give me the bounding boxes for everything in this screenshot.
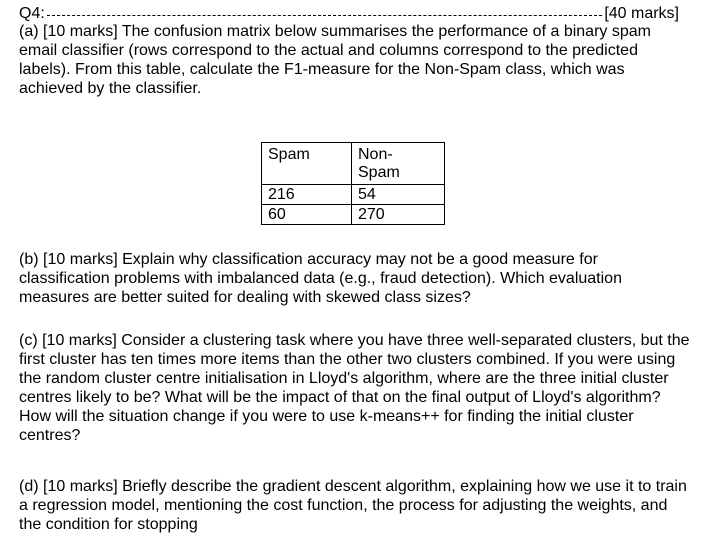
part-b-text: (b) [10 marks] Explain why classification accuracy may not be a good measure for classification problems with imbalanced data (e.g., fraud detection). Which evaluation measures are better suited for dealing with skewed class sizes?	[19, 251, 622, 306]
dashed-separator	[47, 15, 603, 16]
table-cell: 270	[352, 205, 445, 225]
table-cell: 60	[262, 205, 352, 225]
part-d-text: (d) [10 marks] Briefly describe the gradient descent algorithm, explaining how we use it to train a regression model, mentioning the cost function, the process for adjusting the weights, and the condition for stopping	[19, 478, 687, 533]
table-cell: 216	[262, 185, 352, 205]
question-marks: [40 marks]	[604, 5, 679, 22]
question-header	[19, 4, 679, 24]
question-number: Q4:	[19, 5, 45, 22]
table-row	[262, 185, 445, 205]
header-spam: Spam	[262, 143, 352, 185]
table-header-row	[262, 143, 445, 185]
header-non-spam: Non- Spam	[352, 143, 445, 185]
table-row	[262, 205, 445, 225]
confusion-matrix-table	[261, 142, 445, 225]
part-c-text: (c) [10 marks] Consider a clustering task where you have three well-separated clusters, but the first cluster has ten times more items than the other two clusters combined. If you were using the random cluster centre initialisation in Lloyd's algorithm, where are the three initial cluster centres likely to be? What will be the impact of that on the final output of Lloyd's algorithm? How will the situation change if you were to use k-means++ for finding the initial cluster centres?	[19, 332, 690, 444]
part-a-text: (a) [10 marks] The confusion matrix below summarises the performance of a binary spam email classifier (rows correspond to the actual and columns correspond to the predicted labels). From this table, calculate the F1-measure for the Non-Spam class, which was achieved by the classifier.	[19, 23, 651, 97]
table-cell: 54	[352, 185, 445, 205]
